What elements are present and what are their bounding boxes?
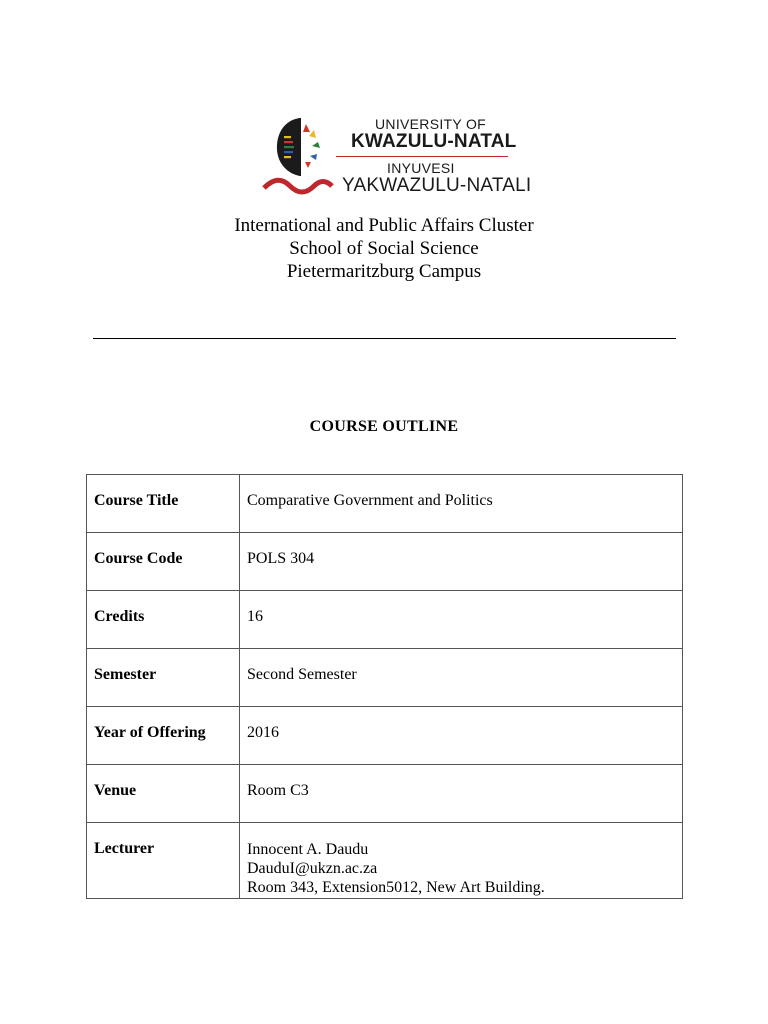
- table-row: [87, 475, 683, 533]
- course-details-table: [86, 474, 683, 899]
- row-label: Credits: [87, 591, 240, 649]
- row-label: Venue: [87, 765, 240, 823]
- row-label: Semester: [87, 649, 240, 707]
- row-label: Course Code: [87, 533, 240, 591]
- row-value: Comparative Government and Politics: [240, 475, 683, 533]
- logo-line-inyuvesi: INYUVESI: [387, 160, 455, 176]
- document-title: COURSE OUTLINE: [309, 418, 459, 435]
- table-row: [87, 533, 683, 591]
- row-value: 2016: [240, 707, 683, 765]
- row-value: Second Semester: [240, 649, 683, 707]
- cluster-name: International and Public Affairs Cluster: [234, 215, 534, 236]
- lecturer-details: [240, 823, 683, 899]
- row-label: Year of Offering: [87, 707, 240, 765]
- table-row: [87, 649, 683, 707]
- lecturer-email: DauduI@ukzn.ac.za: [247, 860, 378, 877]
- row-label: Lecturer: [87, 823, 240, 899]
- logo-divider: [336, 156, 508, 157]
- campus-name: Pietermaritzburg Campus: [286, 261, 482, 282]
- table-row-lecturer: [87, 823, 683, 899]
- row-value: Room C3: [240, 765, 683, 823]
- row-label: Course Title: [87, 475, 240, 533]
- lecturer-name: Innocent A. Daudu: [247, 841, 369, 858]
- school-name: School of Social Science: [289, 238, 479, 259]
- table-row: [87, 591, 683, 649]
- row-value: 16: [240, 591, 683, 649]
- table-row: [87, 707, 683, 765]
- table-row: [87, 765, 683, 823]
- logo-line-yakwazulu-natali: YAKWAZULU-NATALI: [342, 175, 532, 196]
- logo-line-kwazulu-natal: KWAZULU-NATAL: [351, 131, 517, 152]
- lecturer-office: Room 343, Extension5012, New Art Building.: [247, 879, 545, 896]
- logo-line-university-of: UNIVERSITY OF: [375, 116, 486, 132]
- document-header: [0, 214, 768, 283]
- horizontal-divider: [93, 338, 676, 339]
- row-value: POLS 304: [240, 533, 683, 591]
